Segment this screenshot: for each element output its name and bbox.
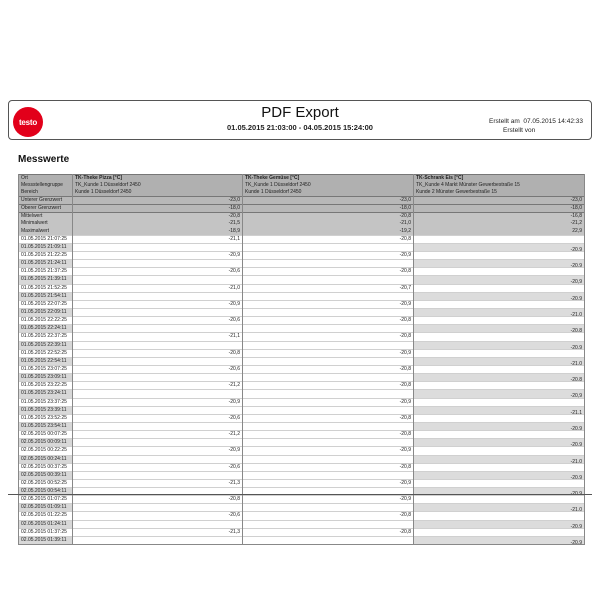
eis-value-cell	[414, 455, 585, 463]
timestamp-cell: 01.05.2015 22:24:11	[19, 325, 73, 333]
gemuese-value	[243, 422, 414, 430]
timestamp-cell: 01.05.2015 21:09:11	[19, 243, 73, 251]
pizza-value	[73, 520, 243, 528]
timestamp-cell: 01.05.2015 23:09:11	[19, 374, 73, 382]
timestamp-cell: 01.05.2015 22:07:25	[19, 300, 73, 308]
created-at-label: Erstellt am	[489, 118, 520, 125]
pizza-value	[73, 439, 243, 447]
pizza-value	[73, 243, 243, 251]
pizza-value	[73, 455, 243, 463]
eis-value-cell	[414, 333, 585, 341]
gemuese-value	[243, 520, 414, 528]
timestamp-cell: 01.05.2015 23:07:25	[19, 365, 73, 373]
table-row	[19, 382, 585, 390]
gemuese-value: -20,7	[243, 284, 414, 292]
table-row	[19, 414, 585, 422]
stat-value: -19,2	[243, 228, 414, 236]
table-row	[19, 520, 585, 528]
timestamp-cell: 01.05.2015 22:54:11	[19, 357, 73, 365]
pizza-value: -20,8	[73, 496, 243, 504]
eis-value-cell	[414, 431, 585, 439]
stat-row	[19, 220, 585, 227]
limit-value: -18,0	[414, 205, 585, 213]
eis-value-cell	[414, 268, 585, 276]
limit-row-label: Oberer Grenzwert	[19, 205, 73, 213]
pizza-value	[73, 357, 243, 365]
eis-value-cell	[414, 398, 585, 406]
pizza-value: -20,9	[73, 251, 243, 259]
table-row	[19, 398, 585, 406]
limit-value: -23,0	[243, 197, 414, 205]
eis-value-cell	[414, 390, 585, 398]
table-row	[19, 333, 585, 341]
table-row	[19, 439, 585, 447]
eis-value-cell	[414, 512, 585, 520]
eis-value-cell	[414, 300, 585, 308]
table-row	[19, 260, 585, 268]
eis-value: -21,0	[570, 360, 582, 366]
pizza-value: -20,8	[73, 349, 243, 357]
eis-value-cell	[414, 374, 585, 382]
header-cell: Kunde 1 Düsseldorf 2450	[73, 189, 243, 197]
gemuese-value: -20,8	[243, 382, 414, 390]
pizza-value: -20,6	[73, 317, 243, 325]
gemuese-value: -20,8	[243, 512, 414, 520]
limit-value: -18,0	[243, 205, 414, 213]
eis-value: -20,9	[570, 279, 582, 285]
timestamp-cell: 02.05.2015 01:24:11	[19, 520, 73, 528]
pizza-value: -20,9	[73, 398, 243, 406]
eis-value-cell	[414, 414, 585, 422]
measurements-table	[18, 174, 585, 545]
limit-row-label: Unterer Grenzwert	[19, 197, 73, 205]
gemuese-value	[243, 455, 414, 463]
timestamp-cell: 02.05.2015 00:09:11	[19, 439, 73, 447]
pizza-value	[73, 374, 243, 382]
header-row-label: Bereich	[19, 189, 73, 197]
table-row	[19, 431, 585, 439]
table-row	[19, 341, 585, 349]
timestamp-cell: 02.05.2015 01:09:11	[19, 504, 73, 512]
table-row	[19, 496, 585, 504]
gemuese-value: -20,9	[243, 349, 414, 357]
eis-value-cell	[414, 406, 585, 414]
table-row	[19, 251, 585, 259]
eis-value-cell	[414, 284, 585, 292]
gemuese-value	[243, 374, 414, 382]
gemuese-value	[243, 536, 414, 544]
stat-value: -20,8	[243, 213, 414, 221]
table-row	[19, 406, 585, 414]
pizza-value: -21,2	[73, 431, 243, 439]
eis-value-cell	[414, 341, 585, 349]
table-row	[19, 422, 585, 430]
eis-value-cell	[414, 471, 585, 479]
eis-value-cell	[414, 382, 585, 390]
limit-row	[19, 205, 585, 213]
header-row	[19, 189, 585, 197]
timestamp-cell: 02.05.2015 00:54:11	[19, 488, 73, 496]
timestamp-cell: 02.05.2015 01:37:25	[19, 528, 73, 536]
timestamp-cell: 02.05.2015 00:24:11	[19, 455, 73, 463]
timestamp-cell: 02.05.2015 00:07:25	[19, 431, 73, 439]
limit-value: -23,0	[414, 197, 585, 205]
gemuese-value	[243, 357, 414, 365]
table-row	[19, 268, 585, 276]
timestamp-cell: 01.05.2015 23:22:25	[19, 382, 73, 390]
timestamp-cell: 01.05.2015 21:39:11	[19, 276, 73, 284]
gemuese-value	[243, 504, 414, 512]
header-row	[19, 182, 585, 189]
table-row	[19, 308, 585, 316]
timestamp-cell: 02.05.2015 01:07:25	[19, 496, 73, 504]
pizza-value	[73, 325, 243, 333]
header-cell: Kunde 2 Münster Gewerbestraße 15	[414, 189, 585, 197]
timestamp-cell: 02.05.2015 01:39:11	[19, 536, 73, 544]
created-at-value: 07.05.2015 14:42:33	[523, 118, 583, 125]
pizza-value: -21,2	[73, 382, 243, 390]
eis-value-cell	[414, 251, 585, 259]
eis-value: -20,9	[570, 539, 582, 545]
header-cell: TK-Theke Pizza [°C]	[73, 175, 243, 183]
pizza-value	[73, 260, 243, 268]
timestamp-cell: 01.05.2015 21:07:25	[19, 235, 73, 243]
eis-value-cell	[414, 520, 585, 528]
report-date-range: 01.05.2015 21:03:00 - 04.05.2015 15:24:00	[227, 123, 373, 132]
eis-value-cell	[414, 463, 585, 471]
eis-value: -20,9	[570, 344, 582, 350]
gemuese-value: -20,8	[243, 365, 414, 373]
timestamp-cell: 02.05.2015 00:37:25	[19, 463, 73, 471]
timestamp-cell: 01.05.2015 21:37:25	[19, 268, 73, 276]
gemuese-value	[243, 341, 414, 349]
eis-value-cell	[414, 349, 585, 357]
stat-value: -21,2	[414, 220, 585, 227]
pizza-value	[73, 292, 243, 300]
timestamp-cell: 01.05.2015 21:24:11	[19, 260, 73, 268]
table-row	[19, 300, 585, 308]
report-title: PDF Export	[261, 104, 339, 121]
gemuese-value: -20,9	[243, 479, 414, 487]
eis-value: -20,8	[570, 328, 582, 333]
eis-value: -21,0	[570, 507, 582, 512]
gemuese-value: -20,8	[243, 414, 414, 422]
gemuese-value: -20,9	[243, 496, 414, 504]
report-header	[8, 100, 592, 140]
gemuese-value	[243, 260, 414, 268]
table-row	[19, 471, 585, 479]
eis-value-cell	[414, 260, 585, 268]
eis-value: -20,9	[570, 263, 582, 268]
table-row	[19, 528, 585, 536]
eis-value-cell	[414, 504, 585, 512]
gemuese-value	[243, 390, 414, 398]
pizza-value	[73, 422, 243, 430]
table-row	[19, 243, 585, 251]
pizza-value: -20,6	[73, 268, 243, 276]
pizza-value: -21,1	[73, 235, 243, 243]
gemuese-value: -20,8	[243, 528, 414, 536]
eis-value: -20,9	[570, 474, 582, 480]
table-row	[19, 292, 585, 300]
pizza-value: -21,3	[73, 479, 243, 487]
table-row	[19, 536, 585, 544]
gemuese-value: -20,8	[243, 268, 414, 276]
gemuese-value: -20,9	[243, 300, 414, 308]
timestamp-cell: 01.05.2015 23:39:11	[19, 406, 73, 414]
eis-value: -20,9	[570, 393, 582, 399]
gemuese-value	[243, 439, 414, 447]
eis-value-cell	[414, 528, 585, 536]
stat-row	[19, 228, 585, 236]
created-by-label: Erstellt von	[503, 127, 536, 134]
eis-value: -20,9	[570, 425, 582, 431]
pizza-value	[73, 276, 243, 284]
pizza-value: -20,9	[73, 300, 243, 308]
timestamp-cell: 01.05.2015 23:52:25	[19, 414, 73, 422]
table-row	[19, 284, 585, 292]
pizza-value: -20,6	[73, 365, 243, 373]
eis-value: -20,9	[570, 442, 582, 447]
footer-rule	[8, 494, 592, 495]
stat-value: -20,8	[73, 213, 243, 221]
timestamp-cell: 01.05.2015 22:37:25	[19, 333, 73, 341]
eis-value-cell	[414, 536, 585, 544]
stat-row	[19, 213, 585, 221]
gemuese-value	[243, 471, 414, 479]
table-row	[19, 235, 585, 243]
stat-value: 22,9	[414, 228, 585, 236]
gemuese-value	[243, 325, 414, 333]
header-cell: TK-Theke Gemüse [°C]	[243, 175, 414, 183]
eis-value: -20,9	[570, 246, 582, 252]
header-cell: TK_Kunde 1 Düsseldorf 2450	[243, 182, 414, 189]
gemuese-value: -20,8	[243, 317, 414, 325]
header-cell: TK_Kunde 1 Düsseldorf 2450	[73, 182, 243, 189]
table-row	[19, 390, 585, 398]
timestamp-cell: 01.05.2015 21:22:25	[19, 251, 73, 259]
header-cell: Kunde 1 Düsseldorf 2450	[243, 189, 414, 197]
timestamp-cell: 01.05.2015 22:39:11	[19, 341, 73, 349]
eis-value-cell	[414, 365, 585, 373]
stat-row-label: Maximalwert	[19, 228, 73, 236]
eis-value-cell	[414, 447, 585, 455]
gemuese-value	[243, 292, 414, 300]
stat-value: -21,5	[73, 220, 243, 227]
eis-value-cell	[414, 422, 585, 430]
gemuese-value	[243, 406, 414, 414]
timestamp-cell: 01.05.2015 22:09:11	[19, 308, 73, 316]
table-row	[19, 349, 585, 357]
eis-value-cell	[414, 235, 585, 243]
gemuese-value: -20,9	[243, 251, 414, 259]
eis-value: -21,0	[570, 458, 582, 464]
logo-text: testo	[18, 117, 38, 127]
table-row	[19, 479, 585, 487]
eis-value: -21,0	[570, 311, 582, 317]
eis-value: -21,1	[570, 409, 582, 415]
pizza-value	[73, 390, 243, 398]
timestamp-cell: 01.05.2015 21:54:11	[19, 292, 73, 300]
table-row	[19, 374, 585, 382]
gemuese-value: -20,8	[243, 235, 414, 243]
pizza-value	[73, 536, 243, 544]
table-row	[19, 317, 585, 325]
timestamp-cell: 01.05.2015 22:22:25	[19, 317, 73, 325]
header-row-label: Ort	[19, 175, 73, 183]
pizza-value: -20,6	[73, 512, 243, 520]
header-row	[19, 175, 585, 183]
gemuese-value: -20,8	[243, 463, 414, 471]
created-info	[489, 117, 583, 135]
pizza-value: -21,0	[73, 284, 243, 292]
timestamp-cell: 02.05.2015 00:22:25	[19, 447, 73, 455]
pizza-value: -20,9	[73, 447, 243, 455]
gemuese-value: -20,9	[243, 398, 414, 406]
eis-value-cell	[414, 325, 585, 333]
eis-value: -20,9	[570, 523, 582, 529]
gemuese-value	[243, 276, 414, 284]
eis-value-cell	[414, 308, 585, 316]
timestamp-cell: 01.05.2015 23:54:11	[19, 422, 73, 430]
eis-value-cell	[414, 357, 585, 365]
limit-value: -18,0	[73, 205, 243, 213]
pizza-value	[73, 308, 243, 316]
pizza-value	[73, 341, 243, 349]
pizza-value	[73, 471, 243, 479]
eis-value: -20,8	[570, 377, 582, 382]
gemuese-value	[243, 308, 414, 316]
timestamp-cell: 02.05.2015 01:22:25	[19, 512, 73, 520]
timestamp-cell: 01.05.2015 21:52:25	[19, 284, 73, 292]
eis-value-cell	[414, 496, 585, 504]
table-row	[19, 512, 585, 520]
table-row	[19, 504, 585, 512]
stat-value: -16,8	[414, 213, 585, 221]
table-row	[19, 276, 585, 284]
eis-value-cell	[414, 479, 585, 487]
stat-value: -21,0	[243, 220, 414, 227]
section-title: Messwerte	[18, 154, 70, 165]
header-cell: TK_Kunde 4 Markt Münster Gewerbestraße 15	[414, 182, 585, 189]
timestamp-cell: 01.05.2015 23:24:11	[19, 390, 73, 398]
limit-row	[19, 197, 585, 205]
table-row	[19, 357, 585, 365]
eis-value-cell	[414, 439, 585, 447]
header-row-label: Messstellengruppe	[19, 182, 73, 189]
timestamp-cell: 01.05.2015 23:37:25	[19, 398, 73, 406]
limit-value: -23,0	[73, 197, 243, 205]
gemuese-value: -20,8	[243, 333, 414, 341]
timestamp-cell: 01.05.2015 22:52:25	[19, 349, 73, 357]
timestamp-cell: 02.05.2015 00:52:25	[19, 479, 73, 487]
stat-row-label: Minimalwert	[19, 220, 73, 227]
eis-value: -20,9	[570, 295, 582, 301]
pizza-value: -21,1	[73, 333, 243, 341]
gemuese-value	[243, 243, 414, 251]
eis-value-cell	[414, 292, 585, 300]
pizza-value: -21,3	[73, 528, 243, 536]
gemuese-value: -20,9	[243, 447, 414, 455]
stat-value: -18,9	[73, 228, 243, 236]
table-row	[19, 325, 585, 333]
table-row	[19, 455, 585, 463]
table-row	[19, 463, 585, 471]
pizza-value	[73, 504, 243, 512]
timestamp-cell: 02.05.2015 00:39:11	[19, 471, 73, 479]
gemuese-value: -20,8	[243, 431, 414, 439]
eis-value-cell	[414, 243, 585, 251]
header-cell: TK-Schrank Eis [°C]	[414, 175, 585, 183]
pizza-value: -20,6	[73, 463, 243, 471]
table-row	[19, 365, 585, 373]
eis-value-cell	[414, 276, 585, 284]
table-row	[19, 447, 585, 455]
eis-value-cell	[414, 317, 585, 325]
stat-row-label: Mittelwert	[19, 213, 73, 221]
pizza-value: -20,6	[73, 414, 243, 422]
pizza-value	[73, 406, 243, 414]
